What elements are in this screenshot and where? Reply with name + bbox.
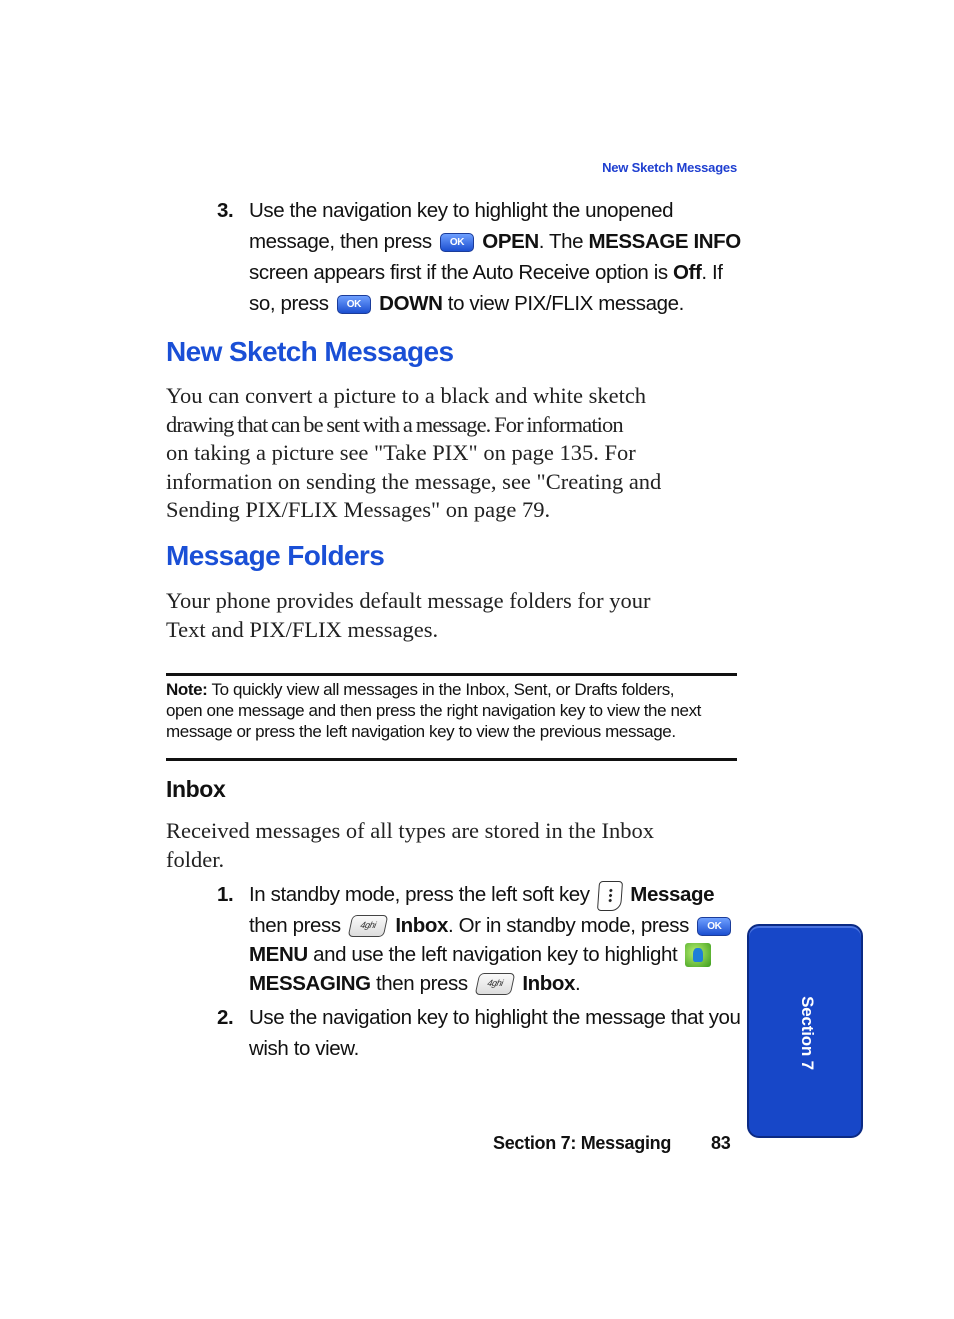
text-fragment: . The xyxy=(538,230,584,253)
step-number: 3. xyxy=(217,199,234,222)
inbox-paragraph xyxy=(166,817,746,874)
open-label: OPEN xyxy=(482,230,539,253)
step-3 xyxy=(0,195,954,325)
step-1-line-2 xyxy=(249,911,749,940)
message-folders-paragraph xyxy=(166,587,746,644)
step-number: 2. xyxy=(217,1006,234,1029)
ok-key-icon: OK xyxy=(697,917,731,936)
message-info-label: MESSAGE INFO xyxy=(588,230,741,253)
text-fragment: . Or in standby mode, press xyxy=(448,913,690,937)
off-label: Off xyxy=(673,261,702,284)
key-4-icon: 4ghi xyxy=(475,973,516,995)
new-sketch-heading: New Sketch Messages xyxy=(166,336,454,367)
ok-key-icon: OK xyxy=(337,295,371,314)
step-1-line-3 xyxy=(249,940,749,969)
note-line-2: open one message and then press the right navigation key to view the next xyxy=(166,701,701,720)
footer-page-number: 83 xyxy=(711,1133,731,1153)
note-line-3: message or press the left navigation key to view the previous message. xyxy=(166,722,676,741)
step-1-line-1 xyxy=(249,880,749,911)
footer-section-title: Section 7: Messaging xyxy=(493,1133,672,1153)
messaging-menu-icon xyxy=(685,943,711,967)
section-tab xyxy=(747,924,863,1138)
text-fragment: so, press xyxy=(249,292,329,315)
inbox-label: Inbox xyxy=(522,971,575,995)
note-bottom-rule xyxy=(166,758,737,761)
note-line-1 xyxy=(166,679,741,700)
text-fragment: message, then press xyxy=(249,230,432,253)
paragraph-line: Received messages of all types are stored in the Inbox xyxy=(166,818,654,843)
key-4-icon: 4ghi xyxy=(348,915,389,937)
left-soft-key-icon xyxy=(597,881,623,911)
text-fragment: . If xyxy=(701,261,723,284)
inbox-step-2-text xyxy=(249,1002,749,1064)
text-fragment: . xyxy=(575,971,581,995)
paragraph-line: on taking a picture see "Take PIX" on page 135. For xyxy=(166,440,636,465)
step-2-line-2: wish to view. xyxy=(249,1037,359,1060)
inbox-heading: Inbox xyxy=(166,776,226,802)
note-text: To quickly view all messages in the Inbox, Sent, or Drafts folders, xyxy=(211,680,675,699)
section-tab-label: Section 7 xyxy=(798,996,817,1070)
messaging-label: MESSAGING xyxy=(249,971,371,995)
message-label: Message xyxy=(630,883,715,906)
text-fragment: In standby mode, press the left soft key xyxy=(249,883,590,906)
text-fragment: and use the left navigation key to highlight xyxy=(313,942,678,966)
note-label: Note: xyxy=(166,680,208,699)
step-3-line-4 xyxy=(249,288,749,319)
step-3-line-1: Use the navigation key to highlight the unopened xyxy=(249,199,674,222)
inbox-step-1-text xyxy=(249,880,749,998)
paragraph-line: Sending PIX/FLIX Messages" on page 79. xyxy=(166,497,551,522)
step-3-text xyxy=(249,195,749,319)
paragraph-line: You can convert a picture to a black and white sketch xyxy=(166,383,647,408)
paragraph-line: folder. xyxy=(166,846,225,872)
paragraph-line: drawing that can be sent with a message. For information xyxy=(166,411,623,437)
step-3-line-2 xyxy=(249,226,749,257)
step-3-line-3 xyxy=(249,257,749,288)
new-sketch-paragraph xyxy=(166,382,746,525)
running-head: New Sketch Messages xyxy=(602,160,737,175)
text-fragment: then press xyxy=(249,913,341,937)
text-fragment: to view PIX/FLIX message. xyxy=(447,292,684,315)
text-fragment: then press xyxy=(376,971,468,995)
menu-label: MENU xyxy=(249,942,308,966)
step-number: 1. xyxy=(217,883,234,906)
paragraph-line: information on sending the message, see "Creating and xyxy=(166,468,662,494)
text-fragment: screen appears first if the Auto Receive option is xyxy=(249,261,668,284)
note-top-rule xyxy=(166,673,737,676)
paragraph-line: Text and PIX/FLIX messages. xyxy=(166,616,439,642)
note-block xyxy=(166,679,741,742)
down-label: DOWN xyxy=(379,292,443,315)
message-folders-heading: Message Folders xyxy=(166,540,385,571)
ok-key-icon: OK xyxy=(440,233,474,252)
paragraph-line: Your phone provides default message folders for your xyxy=(166,588,651,613)
inbox-label: Inbox xyxy=(395,913,448,937)
step-2-line-1: Use the navigation key to highlight the message that you xyxy=(249,1006,741,1029)
step-1-line-4 xyxy=(249,969,749,998)
